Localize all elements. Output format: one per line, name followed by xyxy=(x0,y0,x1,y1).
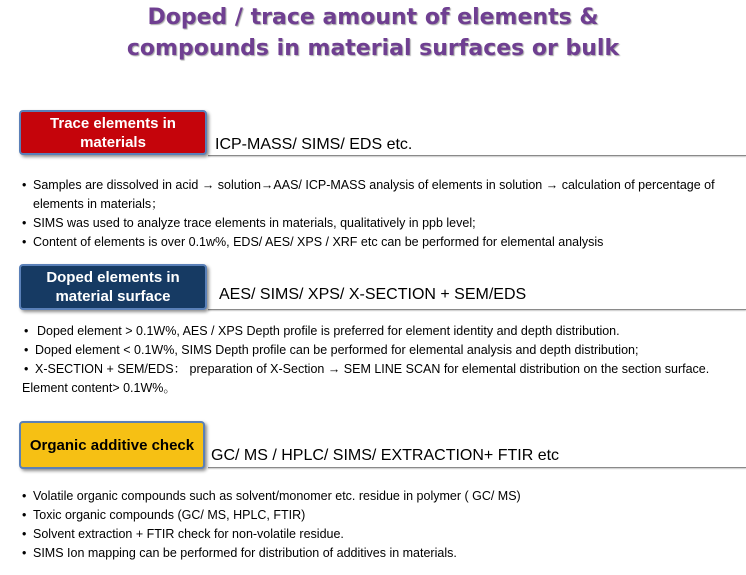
badge-doped-elements: Doped elements in material surface xyxy=(19,264,207,310)
badge-organic-additive: Organic additive check xyxy=(19,421,205,469)
list-item: • Volatile organic compounds such as solvent/monomer etc. residue in polymer ( GC/ MS) xyxy=(20,487,732,506)
bullet-list-trace xyxy=(20,176,732,252)
section-divider-doped xyxy=(208,309,746,310)
section-divider-organic xyxy=(208,467,746,468)
doped-trailing-note: Element content> 0.1W%。 xyxy=(22,381,176,395)
methods-trace-elements: ICP-MASS/ SIMS/ EDS etc. xyxy=(215,136,413,153)
badge-trace-elements: Trace elements in materials xyxy=(19,110,207,155)
methods-doped-elements: AES/ SIMS/ XPS/ X-SECTION + SEM/EDS xyxy=(219,286,527,303)
list-item: • Content of elements is over 0.1w%, EDS/ AES/ XPS / XRF etc can be performed for elemental analysis xyxy=(20,233,732,252)
section-divider-trace xyxy=(208,155,746,156)
list-item: • Doped element < 0.1W%, SIMS Depth profile can be performed for elemental analysis and depth distribution; xyxy=(22,341,742,360)
bullet-list-doped xyxy=(22,322,742,379)
bullet-list-organic xyxy=(20,487,732,563)
list-item: • X-SECTION + SEM/EDS： preparation of X-Section → SEM LINE SCAN for elemental distribution on the section surface. xyxy=(22,360,742,379)
methods-organic-additive: GC/ MS / HPLC/ SIMS/ EXTRACTION+ FTIR etc xyxy=(211,447,560,464)
list-item: • SIMS Ion mapping can be performed for distribution of additives in materials. xyxy=(20,544,732,563)
page-title xyxy=(0,2,746,64)
list-item: • SIMS was used to analyze trace elements in materials, qualitatively in ppb level; xyxy=(20,214,732,233)
list-item: • Samples are dissolved in acid → solution→AAS/ ICP-MASS analysis of elements in solution → calculation of percentage of elements in materials； xyxy=(20,176,732,214)
page-title-line-1: Doped / trace amount of elements & xyxy=(147,5,599,30)
page-title-line-2: compounds in material surfaces or bulk xyxy=(126,36,620,61)
list-item: • Toxic organic compounds (GC/ MS, HPLC, FTIR) xyxy=(20,506,732,525)
list-item: • Solvent extraction + FTIR check for non-volatile residue. xyxy=(20,525,732,544)
list-item: • Doped element > 0.1W%, AES / XPS Depth profile is preferred for element identity and depth distribution. xyxy=(22,322,742,341)
